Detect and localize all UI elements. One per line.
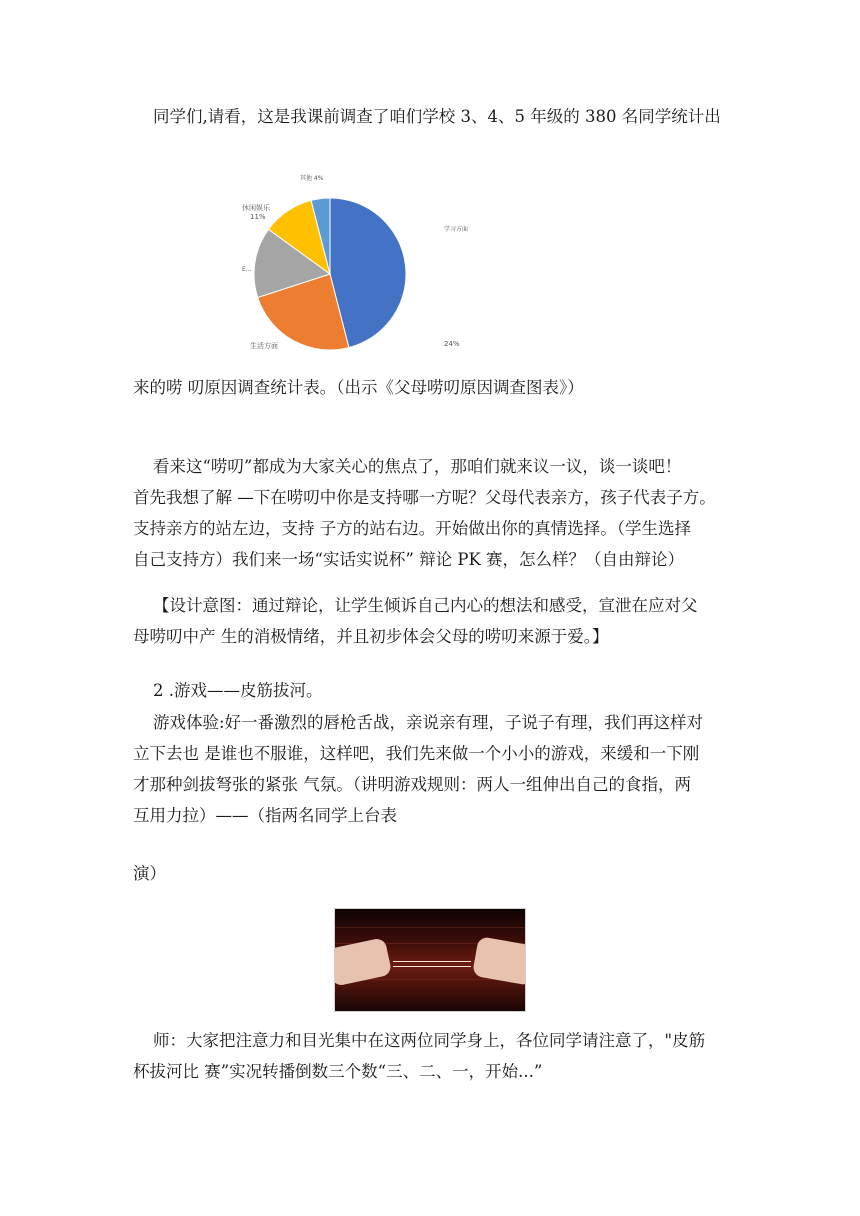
label-other: 其他 4% — [300, 175, 324, 182]
intro-line: 同学们,请看，这是我课前调查了咱们学校 3、4、5 年级的 380 名同学统计出 — [153, 107, 721, 126]
teacher-line: 杯拔河比 赛”实况转播倒数三个数“三、二、一，开始...” — [133, 1062, 543, 1081]
focus-paragraph — [133, 451, 733, 575]
teacher-paragraph — [133, 1025, 733, 1087]
design-line: 母唠叨中产 生的消极情绪，并且初步体会父母的唠叨来源于爱。】 — [133, 627, 609, 646]
game-line: 立下去也 是谁也不服谁，这样吧，我们先来做一个小小的游戏，来缓和一下刚 — [133, 744, 700, 763]
label-study: 学习方面 — [444, 226, 469, 233]
pie-chart — [238, 166, 478, 356]
orphan-paragraph — [133, 858, 733, 889]
pie-chart-svg — [238, 166, 478, 356]
photo-stripe — [335, 927, 525, 928]
focus-line: 看来这“唠叨”都成为大家关心的焦点了，那咱们就来议一议，谈一谈吧！ — [153, 457, 682, 476]
label-leisure-pct: 11% — [250, 213, 266, 221]
label-life-pct: 24% — [444, 340, 460, 348]
after-chart-paragraph — [133, 372, 733, 403]
section-heading-text: 2 .游戏——皮筋拔河。 — [153, 681, 323, 700]
game-line: 互用力拉）——（指两名同学上台表 — [133, 806, 397, 825]
teacher-line: 师：大家把注意力和目光集中在这两位同学身上，各位同学请注意了，"皮筋 — [153, 1031, 706, 1050]
design-intent-paragraph — [133, 590, 733, 652]
label-life: 生活方面 — [250, 342, 278, 350]
focus-line: 自己支持方）我们来一场“实话实说杯” 辩论 PK 赛，怎么样？（自由辩论） — [133, 550, 685, 569]
after-chart-line: 来的唠 叨原因调查统计表。（出示《父母唠叨原因调查图表》） — [133, 378, 584, 397]
design-line: 【设计意图：通过辩论，让学生倾诉自己内心的想法和感受，宣泄在应对父 — [153, 596, 698, 615]
orphan-line: 演） — [133, 864, 166, 883]
focus-line: 支持亲方的站左边，支持 子方的站右边。开始做出你的真情选择。（学生选择 — [133, 519, 691, 538]
rubber-band — [393, 961, 471, 962]
label-leisure: 休闲娱乐 — [242, 204, 270, 212]
focus-line: 首先我想了解 —下在唠叨中你是支持哪一方呢？父母代表亲方，孩子代表子方。 — [133, 488, 716, 507]
game-line: 游戏体验:好一番激烈的唇枪舌战，亲说亲有理，子说子有理，我们再这样对 — [153, 713, 704, 732]
game-paragraph — [133, 707, 733, 831]
section-heading — [133, 675, 733, 706]
intro-paragraph — [133, 101, 733, 132]
game-line: 才那种剑拔弩张的紧张 气氛。（讲明游戏规则：两人一组伸出自己的食指，两 — [133, 775, 691, 794]
rubber-band-photo — [334, 908, 526, 1012]
rubber-band — [393, 966, 471, 967]
label-e: E... — [242, 266, 252, 273]
